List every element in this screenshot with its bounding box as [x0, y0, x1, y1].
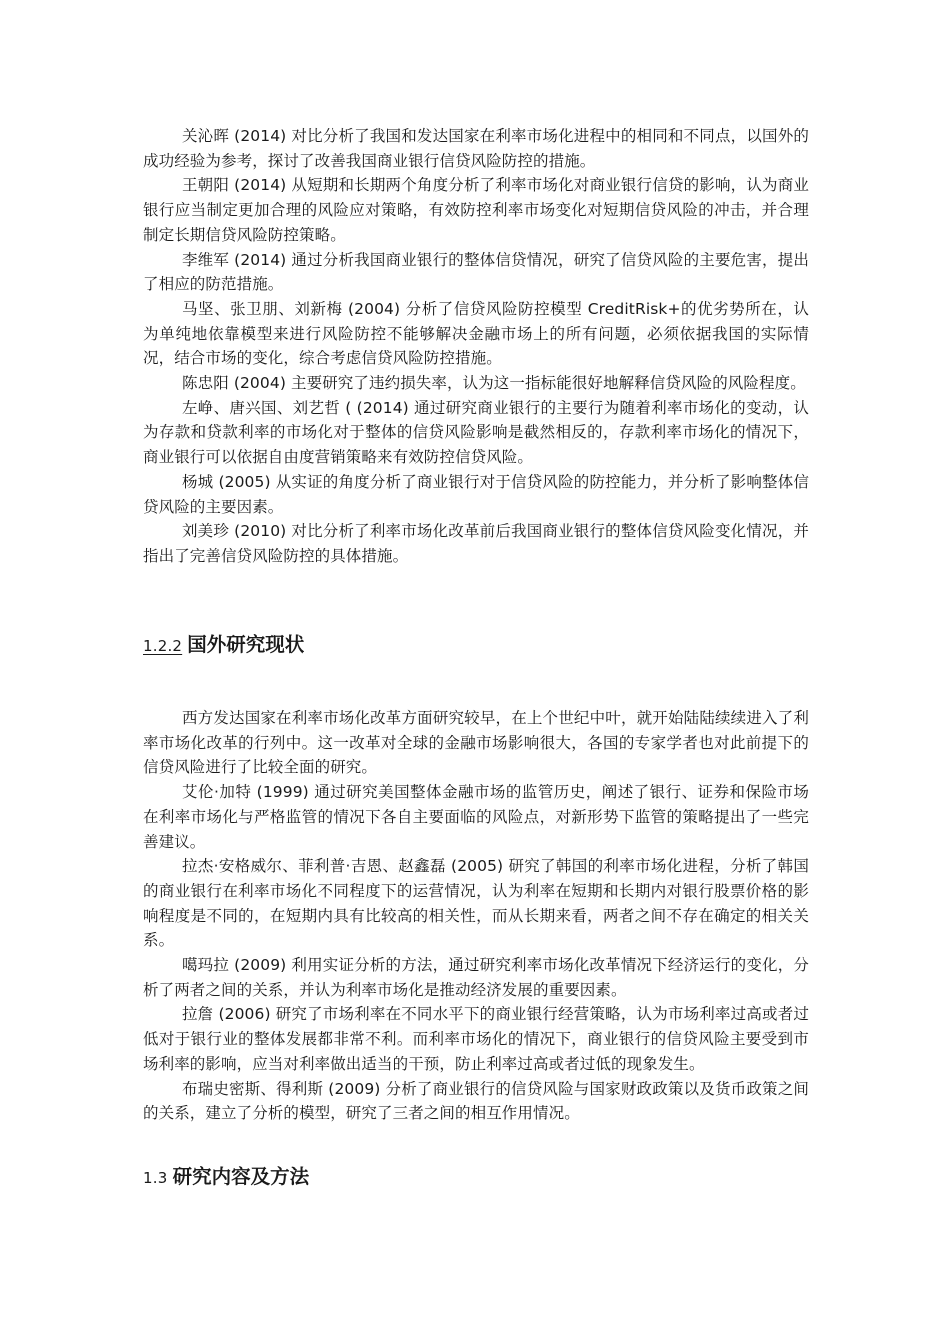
paragraph-brismith: 布瑞史密斯、得利斯 (2009) 分析了商业银行的信贷风险与国家财政政策以及货币政策之间的关系，建立了分析的模型，研究了三者之间的相互作用情况。	[143, 1079, 809, 1123]
section-title: 研究内容及方法	[172, 1165, 310, 1188]
section-title: 国外研究现状	[187, 633, 305, 656]
paragraph-western-overview: 西方发达国家在利率市场化改革方面研究较早，在上个世纪中叶，就开始陆陆续续进入了利率市场化改革的行列中。这一改革对全球的金融市场影响很大，各国的专家学者也对此前提下的信贷风险进行了比较全面的研究。	[143, 709, 809, 777]
paragraph-wang-chaoyang: 王朝阳 (2014) 从短期和长期两个角度分析了利率市场化对商业银行信贷的影响，认为商业银行应当制定更加合理的风险应对策略，有效防控利率市场变化对短期信贷风险的冲击，并合理制定长期信贷风险防控策略。	[143, 176, 809, 244]
section-heading-1-2-2	[143, 632, 809, 659]
paragraph-zuo-zheng: 左峥、唐兴国、刘艺哲 ( (2014) 通过研究商业银行的主要行为随着利率市场化的变动，认为存款和贷款利率的市场化对于整体的信贷风险影响是截然相反的，存款利率市场化的情况下，商业银行可以依据自由度营销策略来有效防控信贷风险。	[143, 398, 809, 467]
paragraph-raj-aggarwal: 拉杰·安格威尔、菲利普·吉恩、赵鑫磊 (2005) 研究了韩国的利率市场化进程，分析了韩国的商业银行在利率市场化不同程度下的运营情况，认为利率在短期和长期内对银行股票价格的影响程度是不同的，在短期内具有比较高的相关性，而从长期来看，两者之间不存在确定的相关关系。	[143, 857, 809, 950]
paragraph-li-weijun: 李维军 (2014) 通过分析我国商业银行的整体信贷情况，研究了信贷风险的主要危害，提出了相应的防范措施。	[143, 250, 809, 294]
domestic-research-section	[143, 124, 809, 569]
paragraph-yang-cheng: 杨城 (2005) 从实证的角度分析了商业银行对于信贷风险的防控能力，并分析了影响整体信贷风险的主要因素。	[143, 472, 809, 516]
paragraph-chen-zhongyang: 陈忠阳 (2004) 主要研究了违约损失率，认为这一指标能很好地解释信贷风险的风险程度。	[182, 374, 806, 393]
foreign-research-section	[143, 706, 809, 1126]
paragraph-liu-meizhen: 刘美珍 (2010) 对比分析了利率市场化改革前后我国商业银行的整体信贷风险变化情况，并指出了完善信贷风险防控的具体措施。	[143, 522, 809, 565]
paragraph-guan-qinhui: 关沁晖 (2014) 对比分析了我国和发达国家在利率市场化进程中的相同和不同点，以国外的成功经验为参考，探讨了改善我国商业银行信贷风险防控的措施。	[143, 127, 809, 170]
paragraph-allen-gart: 艾伦·加特 (1999) 通过研究美国整体金融市场的监管历史，阐述了银行、证券和保险市场在利率市场化与严格监管的情况下各自主要面临的风险点，对新形势下监管的策略提出了一些完善建议。	[143, 783, 809, 851]
paragraph-ma-jian: 马坚、张卫朋、刘新梅 (2004) 分析了信贷风险防控模型 CreditRisk+的优劣势所在，认为单纯地依靠模型来进行风险防控不能够解决金融市场上的所有问题，必须依据我国的实际情况，结合市场的变化，综合考虑信贷风险防控措施。	[143, 299, 809, 368]
paragraph-rajan: 拉詹 (2006) 研究了市场利率在不同水平下的商业银行经营策略，认为市场利率过高或者过低对于银行业的整体发展都非常不利。而利率市场化的情况下，商业银行的信贷风险主要受到市场利率的影响，应当对利率做出适当的干预，防止利率过高或者过低的现象发生。	[143, 1005, 809, 1073]
section-number: 1.2.2	[143, 637, 183, 655]
section-heading-1-3	[143, 1164, 809, 1191]
paragraph-gamala: 噶玛拉 (2009) 利用实证分析的方法，通过研究利率市场化改革情况下经济运行的变化，分析了两者之间的关系，并认为利率市场化是推动经济发展的重要因素。	[143, 956, 809, 999]
section-number: 1.3	[143, 1169, 168, 1187]
